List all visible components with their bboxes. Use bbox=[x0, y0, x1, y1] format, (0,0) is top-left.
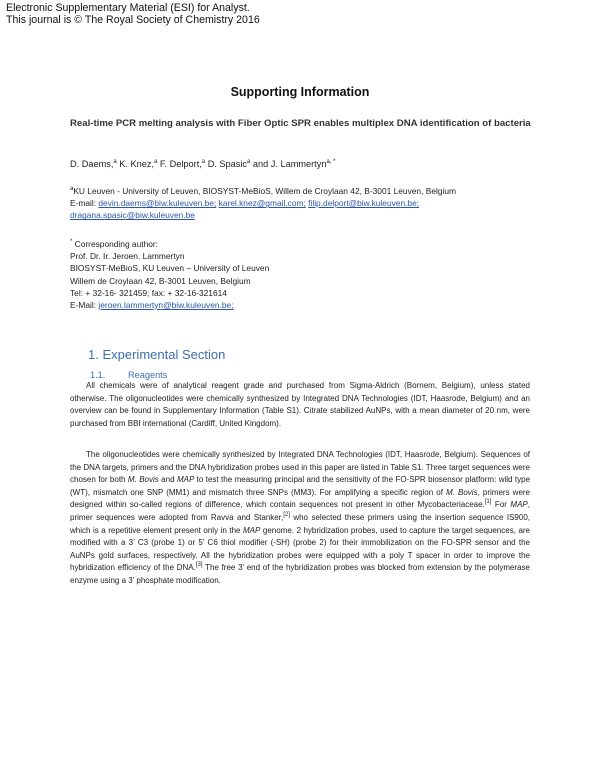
author-delport: F. Delport, bbox=[157, 159, 202, 169]
author-daems: D. Daems, bbox=[70, 159, 114, 169]
subsection-heading: 1.1. Reagents bbox=[90, 370, 168, 380]
email-link-spasic[interactable]: dragana.spasic@biw.kuleuven.be bbox=[70, 210, 195, 221]
email-link-knez[interactable]: karel.knez@gmail.com; bbox=[218, 198, 306, 209]
citation-3: [3] bbox=[195, 562, 203, 569]
affiliation-text: KU Leuven - University of Leuven, BIOSYST-MeBioS, Willem de Croylaan 42, B-3001 Leuven, Belgium bbox=[73, 186, 456, 196]
esi-header bbox=[6, 2, 260, 26]
corresponding-name: Prof. Dr. Ir. Jeroen. Lammertyn bbox=[70, 251, 185, 262]
email-link-delport[interactable]: filip.delport@biw.kuleuven.be; bbox=[308, 198, 420, 209]
corresponding-author: * Corresponding author: Prof. Dr. Ir. Jeroen. Lammertyn BIOSYST-MeBioS, KU Leuven – University of Leuven Willem de Croylaan 42, B-3001 Leuven, Belgium Tel: + 32-16- 321459; fax: + 32-16-321614 E-Mail: jeroen.lammertyn@biw.kuleuven.be; bbox=[70, 239, 270, 311]
esi-line-1: Electronic Supplementary Material (ESI) for Analyst. bbox=[6, 2, 250, 14]
section-heading: 1. Experimental Section bbox=[88, 347, 226, 362]
email-link-daems[interactable]: devin.daems@biw.kuleuven.be; bbox=[98, 198, 217, 209]
author-knez: K. Knez, bbox=[116, 159, 155, 169]
page-title: Supporting Information bbox=[230, 85, 370, 99]
author-spasic: D. Spasic bbox=[205, 159, 248, 169]
email-link-lammertyn[interactable]: jeroen.lammertyn@biw.kuleuven.be; bbox=[98, 300, 234, 311]
citation-2: [2] bbox=[283, 511, 290, 518]
esi-line-2: This journal is © The Royal Society of Chemistry 2016 bbox=[6, 14, 260, 26]
author-lammertyn: and J. Lammertyn bbox=[250, 159, 327, 169]
affiliation: $^a$KU Leuven - University of Leuven, BIOSYST-MeBioS, Willem de Croylaan 42, B-3001 Leuven, Belgium E-mail: devin.daems@biw.kuleuven.be; karel.knez@gmail.com; filip.delport@biw.kuleuven.be; dragana.spasic@biw.kuleuven.be bbox=[70, 186, 456, 221]
author-list: D. Daems,$^a$ K. Knez,$^a$ F. Delport,$^a$ D. Spasic$^a$ and J. Lammertyn$^{a, *}$ bbox=[70, 159, 336, 169]
paragraph-oligonucleotides: The oligonucleotides were chemically synthesized by Integrated DNA Technologies (IDT, Haasrode, Belgium). Sequences of the DNA targets, primers and the DNA hybridization probes used in this paper are listed in Table S1. Three target sequences were chosen for both M. Bovis and MAP to test the measuring principal and the sensitivity of the FO-SPR biosensor platform: wild type (WT), mismatch one SNP (MM1) and mismatch three SNPs (MM3). For amplifying a specific region of M. Bovis, primers were designed within so-called regions of difference, which contain sequences not present in other Mycobacteriaceae.[1] For MAP, primer sequences were adopted from Ravva and Stanker,[2] who selected these primers using the insertion sequence IS900, which is a repetitive element present only in the MAP genome. 2 hybridization probes, used to capture the target sequences, are modified with a 3’ C3 (probe 1) or 5’ C6 thiol modifier (-SH) (probe 2) for their immobilization on the FO-SPR sensor and the AuNPs gold surfaces, respectively. All the hybridization probes were equipped with a poly T spacer in order to improve the hybridization efficiency of the DNA.[3] The free 3’ end of the hybridization probes was blocked from extension by the polymerase enzyme using a 3’ phosphate modification. bbox=[70, 450, 531, 585]
paper-title: Real-time PCR melting analysis with Fiber Optic SPR enables multiplex DNA identification of bacteria bbox=[70, 118, 531, 129]
citation-1: [1] bbox=[484, 499, 492, 506]
paragraph-reagents: All chemicals were of analytical reagent grade and purchased from Sigma-Aldrich (Bornem, Belgium), unless stated otherwise. The oligonucleotides were chemically synthesized by Integrated DNA Technologies (IDT, Haasrode, Belgium) and an overview can be found in Supplementary Information (Table S1). Citrate stabilized AuNPs, with a mean diameter of 20 nm, were purchased from BBI international (Cardiff, United Kingdom). bbox=[70, 381, 530, 428]
